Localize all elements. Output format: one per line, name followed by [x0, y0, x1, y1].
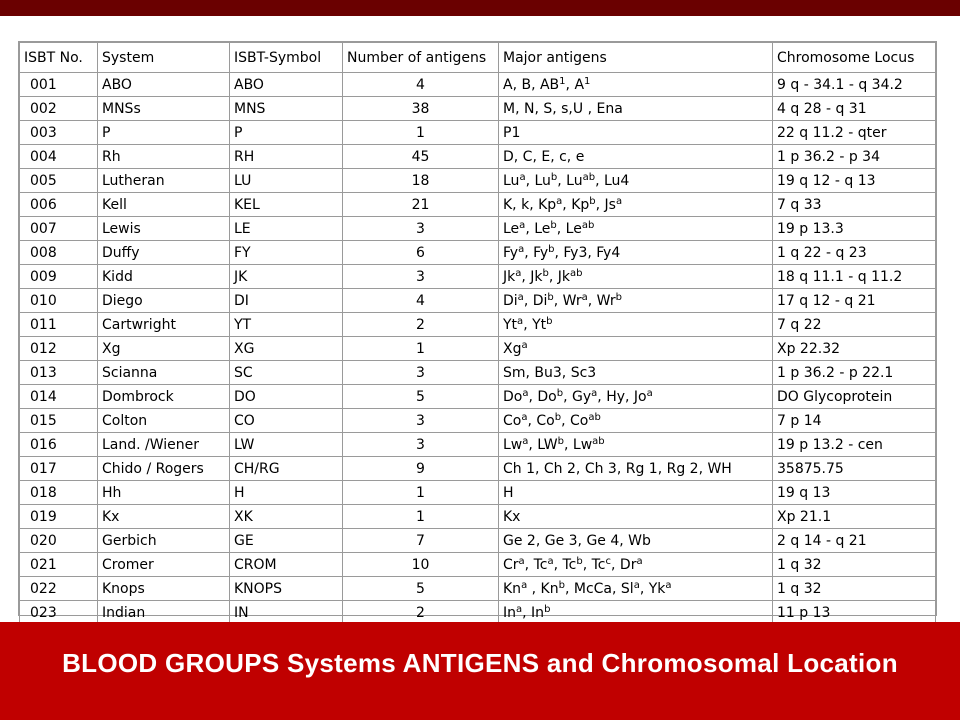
cell-major-antigens [499, 481, 773, 505]
table-row [20, 385, 936, 409]
cell-isbt-symbol: KNOPS [230, 577, 343, 601]
cell-isbt-no: 002 [20, 97, 98, 121]
antigen-superscript: b [550, 219, 557, 231]
cell-system: Xg [98, 337, 230, 361]
cell-system: Lewis [98, 217, 230, 241]
antigen-superscript: c [605, 555, 612, 567]
cell-system: Diego [98, 289, 230, 313]
cell-chromosome-locus: 19 p 13.2 - cen [773, 433, 936, 457]
cell-system: MNSs [98, 97, 230, 121]
cell-isbt-no: 023 [20, 601, 98, 625]
cell-number-of-antigens: 3 [343, 361, 499, 385]
antigen-text: Co [503, 412, 522, 429]
cell-system: Dombrock [98, 385, 230, 409]
cell-chromosome-locus: 7 q 22 [773, 313, 936, 337]
antigen-text: , Tc [524, 556, 548, 573]
cell-isbt-no: 004 [20, 145, 98, 169]
antigen-text: , Do [528, 388, 557, 405]
cell-isbt-no: 007 [20, 217, 98, 241]
antigen-text: , Yk [639, 580, 666, 597]
antigen-superscript: ab [570, 267, 583, 279]
cell-number-of-antigens: 5 [343, 385, 499, 409]
cell-major-antigens [499, 433, 773, 457]
cell-number-of-antigens: 2 [343, 601, 499, 625]
cell-isbt-symbol: LU [230, 169, 343, 193]
antigen-superscript: a [521, 411, 528, 423]
antigen-text: Di [503, 292, 518, 309]
cell-major-antigens [499, 217, 773, 241]
cell-number-of-antigens: 45 [343, 145, 499, 169]
header-number-of-antigens: Number of antigens [343, 43, 499, 73]
cell-isbt-symbol: DI [230, 289, 343, 313]
antigen-text: P1 [503, 124, 521, 141]
cell-major-antigens [499, 385, 773, 409]
cell-number-of-antigens: 3 [343, 217, 499, 241]
antigen-text: , Wr [553, 292, 582, 309]
antigen-text: , In [522, 604, 545, 621]
table-row [20, 457, 936, 481]
antigen-text: Do [503, 388, 523, 405]
antigen-superscript: b [558, 579, 565, 591]
cell-isbt-no: 013 [20, 361, 98, 385]
cell-number-of-antigens: 7 [343, 529, 499, 553]
cell-system: P [98, 121, 230, 145]
antigen-text: , Tc [553, 556, 577, 573]
antigen-text: A, B, AB [503, 76, 560, 93]
header-isbt-symbol: ISBT-Symbol [230, 43, 343, 73]
cell-isbt-no: 020 [20, 529, 98, 553]
cell-number-of-antigens: 10 [343, 553, 499, 577]
antigen-text: , Le [556, 220, 582, 237]
cell-number-of-antigens: 38 [343, 97, 499, 121]
table-row [20, 553, 936, 577]
cell-major-antigens [499, 169, 773, 193]
cell-isbt-no: 014 [20, 385, 98, 409]
antigen-superscript: b [547, 291, 554, 303]
antigen-text: D, C, E, c, e [503, 148, 585, 165]
antigen-superscript: b [554, 411, 562, 423]
cell-number-of-antigens: 3 [343, 265, 499, 289]
cell-chromosome-locus: 35875.75 [773, 457, 936, 481]
cell-isbt-no: 022 [20, 577, 98, 601]
cell-major-antigens [499, 97, 773, 121]
cell-isbt-symbol: P [230, 121, 343, 145]
cell-number-of-antigens: 3 [343, 433, 499, 457]
antigen-superscript: a [547, 555, 554, 567]
cell-number-of-antigens: 1 [343, 505, 499, 529]
cell-number-of-antigens: 1 [343, 481, 499, 505]
cell-major-antigens [499, 193, 773, 217]
cell-isbt-symbol: MNS [230, 97, 343, 121]
cell-number-of-antigens: 6 [343, 241, 499, 265]
table-row [20, 505, 936, 529]
cell-major-antigens [499, 553, 773, 577]
cell-number-of-antigens: 3 [343, 409, 499, 433]
antigen-text: , Lu [525, 172, 551, 189]
antigen-superscript: b [546, 315, 553, 327]
cell-number-of-antigens: 1 [343, 121, 499, 145]
table-row [20, 313, 936, 337]
cell-isbt-symbol: H [230, 481, 343, 505]
table-row [20, 433, 936, 457]
antigen-text: , Jk [521, 268, 543, 285]
antigen-text: , Js [595, 196, 616, 213]
antigen-superscript: ab [581, 219, 595, 231]
cell-chromosome-locus: 22 q 11.2 - qter [773, 121, 936, 145]
cell-chromosome-locus: 4 q 28 - q 31 [773, 97, 936, 121]
table-header-row [20, 43, 936, 73]
cell-isbt-symbol: XG [230, 337, 343, 361]
antigen-superscript: a [633, 579, 640, 591]
antigen-text: M, N, S, s,U , Ena [503, 100, 623, 117]
cell-isbt-symbol: RH [230, 145, 343, 169]
cell-major-antigens [499, 241, 773, 265]
cell-chromosome-locus: 1 q 32 [773, 577, 936, 601]
cell-major-antigens [499, 505, 773, 529]
antigen-superscript: a [522, 435, 529, 447]
cell-isbt-symbol: DO [230, 385, 343, 409]
cell-chromosome-locus: Xp 22.32 [773, 337, 936, 361]
cell-major-antigens [499, 337, 773, 361]
antigen-text: , Lw [564, 436, 593, 453]
cell-isbt-symbol: LW [230, 433, 343, 457]
antigen-superscript: b [615, 291, 622, 303]
cell-isbt-symbol: CROM [230, 553, 343, 577]
cell-major-antigens [499, 289, 773, 313]
cell-system: Hh [98, 481, 230, 505]
cell-isbt-no: 021 [20, 553, 98, 577]
antigen-text: Sm, Bu3, Sc3 [503, 364, 597, 381]
antigen-text: , Co [561, 412, 589, 429]
cell-system: Land. /Wiener [98, 433, 230, 457]
cell-system: Colton [98, 409, 230, 433]
cell-major-antigens [499, 361, 773, 385]
antigen-text: Kn [503, 580, 522, 597]
cell-system: Kidd [98, 265, 230, 289]
cell-chromosome-locus: 17 q 12 - q 21 [773, 289, 936, 313]
antigen-text: , Le [525, 220, 551, 237]
cell-major-antigens [499, 409, 773, 433]
table-row [20, 529, 936, 553]
top-bar [0, 0, 960, 16]
antigen-text: Xg [503, 340, 522, 357]
cell-number-of-antigens: 2 [343, 313, 499, 337]
antigen-superscript: b [557, 435, 565, 447]
antigen-superscript: ab [588, 411, 601, 423]
cell-isbt-no: 012 [20, 337, 98, 361]
antigen-text: , A [565, 76, 585, 93]
antigen-superscript: a [519, 219, 526, 231]
antigen-superscript: a [521, 579, 528, 591]
cell-system: ABO [98, 73, 230, 97]
table-row [20, 361, 936, 385]
antigen-text: , Lu4 [595, 172, 630, 189]
cell-isbt-no: 001 [20, 73, 98, 97]
table-row [20, 145, 936, 169]
antigen-text: Cr [503, 556, 519, 573]
antigen-text: , Hy, Jo [597, 388, 647, 405]
table-body [20, 73, 936, 625]
antigen-text: , McCa, Sl [564, 580, 634, 597]
antigen-superscript: a [521, 339, 528, 351]
antigen-text: Ge 2, Ge 3, Ge 4, Wb [503, 532, 651, 549]
antigen-text: , Dr [611, 556, 637, 573]
cell-chromosome-locus: DO Glycoprotein [773, 385, 936, 409]
cell-system: Kell [98, 193, 230, 217]
slide-title: BLOOD GROUPS Systems ANTIGENS and Chromosomal Location [62, 648, 898, 678]
antigen-text: , Co [527, 412, 555, 429]
antigen-superscript: ab [582, 171, 596, 183]
cell-isbt-symbol: ABO [230, 73, 343, 97]
cell-isbt-no: 016 [20, 433, 98, 457]
cell-isbt-no: 008 [20, 241, 98, 265]
cell-number-of-antigens: 5 [343, 577, 499, 601]
cell-number-of-antigens: 21 [343, 193, 499, 217]
antigen-superscript: a [522, 387, 529, 399]
antigen-text: Yt [503, 316, 518, 333]
cell-system: Chido / Rogers [98, 457, 230, 481]
cell-chromosome-locus: 18 q 11.1 - q 11.2 [773, 265, 936, 289]
cell-isbt-symbol: GE [230, 529, 343, 553]
antigen-superscript: b [548, 243, 555, 255]
table-row [20, 193, 936, 217]
cell-chromosome-locus: 9 q - 34.1 - q 34.2 [773, 73, 936, 97]
cell-isbt-no: 017 [20, 457, 98, 481]
antigen-text: , Fy3, Fy4 [554, 244, 621, 261]
blood-group-table-panel [18, 41, 937, 621]
cell-isbt-symbol: CO [230, 409, 343, 433]
antigen-superscript: b [576, 555, 583, 567]
cell-system: Cromer [98, 553, 230, 577]
cell-system: Lutheran [98, 169, 230, 193]
table-row [20, 409, 936, 433]
antigen-superscript: a [646, 387, 653, 399]
antigen-text: Kx [503, 508, 521, 525]
table-row [20, 265, 936, 289]
cell-system: Kx [98, 505, 230, 529]
cell-major-antigens [499, 265, 773, 289]
table-row [20, 481, 936, 505]
antigen-text: , Tc [582, 556, 606, 573]
cell-chromosome-locus: 1 p 36.2 - p 22.1 [773, 361, 936, 385]
antigen-text: , LW [528, 436, 558, 453]
cell-isbt-no: 015 [20, 409, 98, 433]
cell-number-of-antigens: 18 [343, 169, 499, 193]
table-row [20, 121, 936, 145]
antigen-superscript: b [556, 387, 564, 399]
table-row [20, 97, 936, 121]
antigen-text: Jk [503, 268, 516, 285]
cell-system: Indian [98, 601, 230, 625]
antigen-superscript: a [591, 387, 598, 399]
cell-isbt-no: 005 [20, 169, 98, 193]
table-row [20, 169, 936, 193]
antigen-superscript: a [515, 267, 522, 279]
cell-major-antigens [499, 457, 773, 481]
cell-chromosome-locus: 11 p 13 [773, 601, 936, 625]
cell-isbt-no: 019 [20, 505, 98, 529]
cell-system: Cartwright [98, 313, 230, 337]
antigen-text: Lu [503, 172, 520, 189]
table-row [20, 217, 936, 241]
antigen-text: , Lu [557, 172, 583, 189]
antigen-text: , Jk [548, 268, 571, 285]
cell-chromosome-locus: 1 p 36.2 - p 34 [773, 145, 936, 169]
antigen-superscript: b [550, 171, 558, 183]
table-row [20, 73, 936, 97]
cell-isbt-symbol: XK [230, 505, 343, 529]
cell-isbt-no: 003 [20, 121, 98, 145]
cell-system: Scianna [98, 361, 230, 385]
cell-major-antigens [499, 601, 773, 625]
cell-system: Gerbich [98, 529, 230, 553]
blood-group-table [19, 42, 936, 625]
cell-isbt-no: 006 [20, 193, 98, 217]
antigen-superscript: 1 [559, 75, 566, 87]
cell-isbt-no: 011 [20, 313, 98, 337]
cell-major-antigens [499, 313, 773, 337]
cell-isbt-symbol: CH/RG [230, 457, 343, 481]
antigen-text: , Wr [587, 292, 616, 309]
cell-isbt-symbol: KEL [230, 193, 343, 217]
antigen-text: H [503, 484, 514, 501]
antigen-superscript: a [518, 555, 525, 567]
cell-number-of-antigens: 9 [343, 457, 499, 481]
antigen-superscript: b [544, 603, 551, 615]
cell-isbt-symbol: YT [230, 313, 343, 337]
cell-isbt-symbol: SC [230, 361, 343, 385]
cell-major-antigens [499, 529, 773, 553]
cell-major-antigens [499, 73, 773, 97]
cell-system: Knops [98, 577, 230, 601]
table-row [20, 289, 936, 313]
antigen-text: , Di [523, 292, 548, 309]
antigen-superscript: ab [592, 435, 605, 447]
cell-chromosome-locus: 7 p 14 [773, 409, 936, 433]
cell-system: Duffy [98, 241, 230, 265]
cell-major-antigens [499, 121, 773, 145]
antigen-text: , Kn [527, 580, 559, 597]
antigen-superscript: a [518, 243, 525, 255]
antigen-text: , Kp [562, 196, 590, 213]
cell-system: Rh [98, 145, 230, 169]
cell-isbt-no: 009 [20, 265, 98, 289]
table-row [20, 601, 936, 625]
cell-isbt-no: 018 [20, 481, 98, 505]
cell-chromosome-locus: 2 q 14 - q 21 [773, 529, 936, 553]
antigen-superscript: a [517, 315, 524, 327]
antigen-text: Le [503, 220, 520, 237]
cell-chromosome-locus: 19 q 12 - q 13 [773, 169, 936, 193]
cell-chromosome-locus: 7 q 33 [773, 193, 936, 217]
antigen-text: In [503, 604, 517, 621]
cell-number-of-antigens: 1 [343, 337, 499, 361]
cell-number-of-antigens: 4 [343, 289, 499, 313]
cell-isbt-symbol: LE [230, 217, 343, 241]
cell-chromosome-locus: 1 q 32 [773, 553, 936, 577]
cell-isbt-no: 010 [20, 289, 98, 313]
antigen-superscript: 1 [584, 75, 591, 87]
cell-isbt-symbol: IN [230, 601, 343, 625]
antigen-superscript: a [556, 195, 563, 207]
antigen-text: , Fy [524, 244, 549, 261]
antigen-superscript: a [581, 291, 588, 303]
header-system: System [98, 43, 230, 73]
antigen-superscript: a [665, 579, 672, 591]
antigen-text: Lw [503, 436, 523, 453]
cell-isbt-symbol: JK [230, 265, 343, 289]
antigen-superscript: b [542, 267, 549, 279]
antigen-text: Fy [503, 244, 519, 261]
cell-isbt-symbol: FY [230, 241, 343, 265]
antigen-superscript: a [615, 195, 623, 207]
cell-number-of-antigens: 4 [343, 73, 499, 97]
cell-chromosome-locus: 19 p 13.3 [773, 217, 936, 241]
cell-major-antigens [499, 145, 773, 169]
antigen-text: K, k, Kp [503, 196, 557, 213]
antigen-superscript: a [517, 291, 524, 303]
antigen-text: Ch 1, Ch 2, Ch 3, Rg 1, Rg 2, WH [503, 460, 732, 477]
table-row [20, 337, 936, 361]
antigen-text: , Gy [563, 388, 592, 405]
antigen-superscript: b [589, 195, 596, 207]
antigen-superscript: a [636, 555, 643, 567]
cell-major-antigens [499, 577, 773, 601]
header-isbt-no: ISBT No. [20, 43, 98, 73]
antigen-superscript: a [516, 603, 523, 615]
table-row [20, 577, 936, 601]
antigen-superscript: a [519, 171, 526, 183]
antigen-text: , Yt [523, 316, 547, 333]
header-major-antigens: Major antigens [499, 43, 773, 73]
cell-chromosome-locus: Xp 21.1 [773, 505, 936, 529]
table-row [20, 241, 936, 265]
header-chromosome-locus: Chromosome Locus [773, 43, 936, 73]
cell-chromosome-locus: 19 q 13 [773, 481, 936, 505]
cell-chromosome-locus: 1 q 22 - q 23 [773, 241, 936, 265]
